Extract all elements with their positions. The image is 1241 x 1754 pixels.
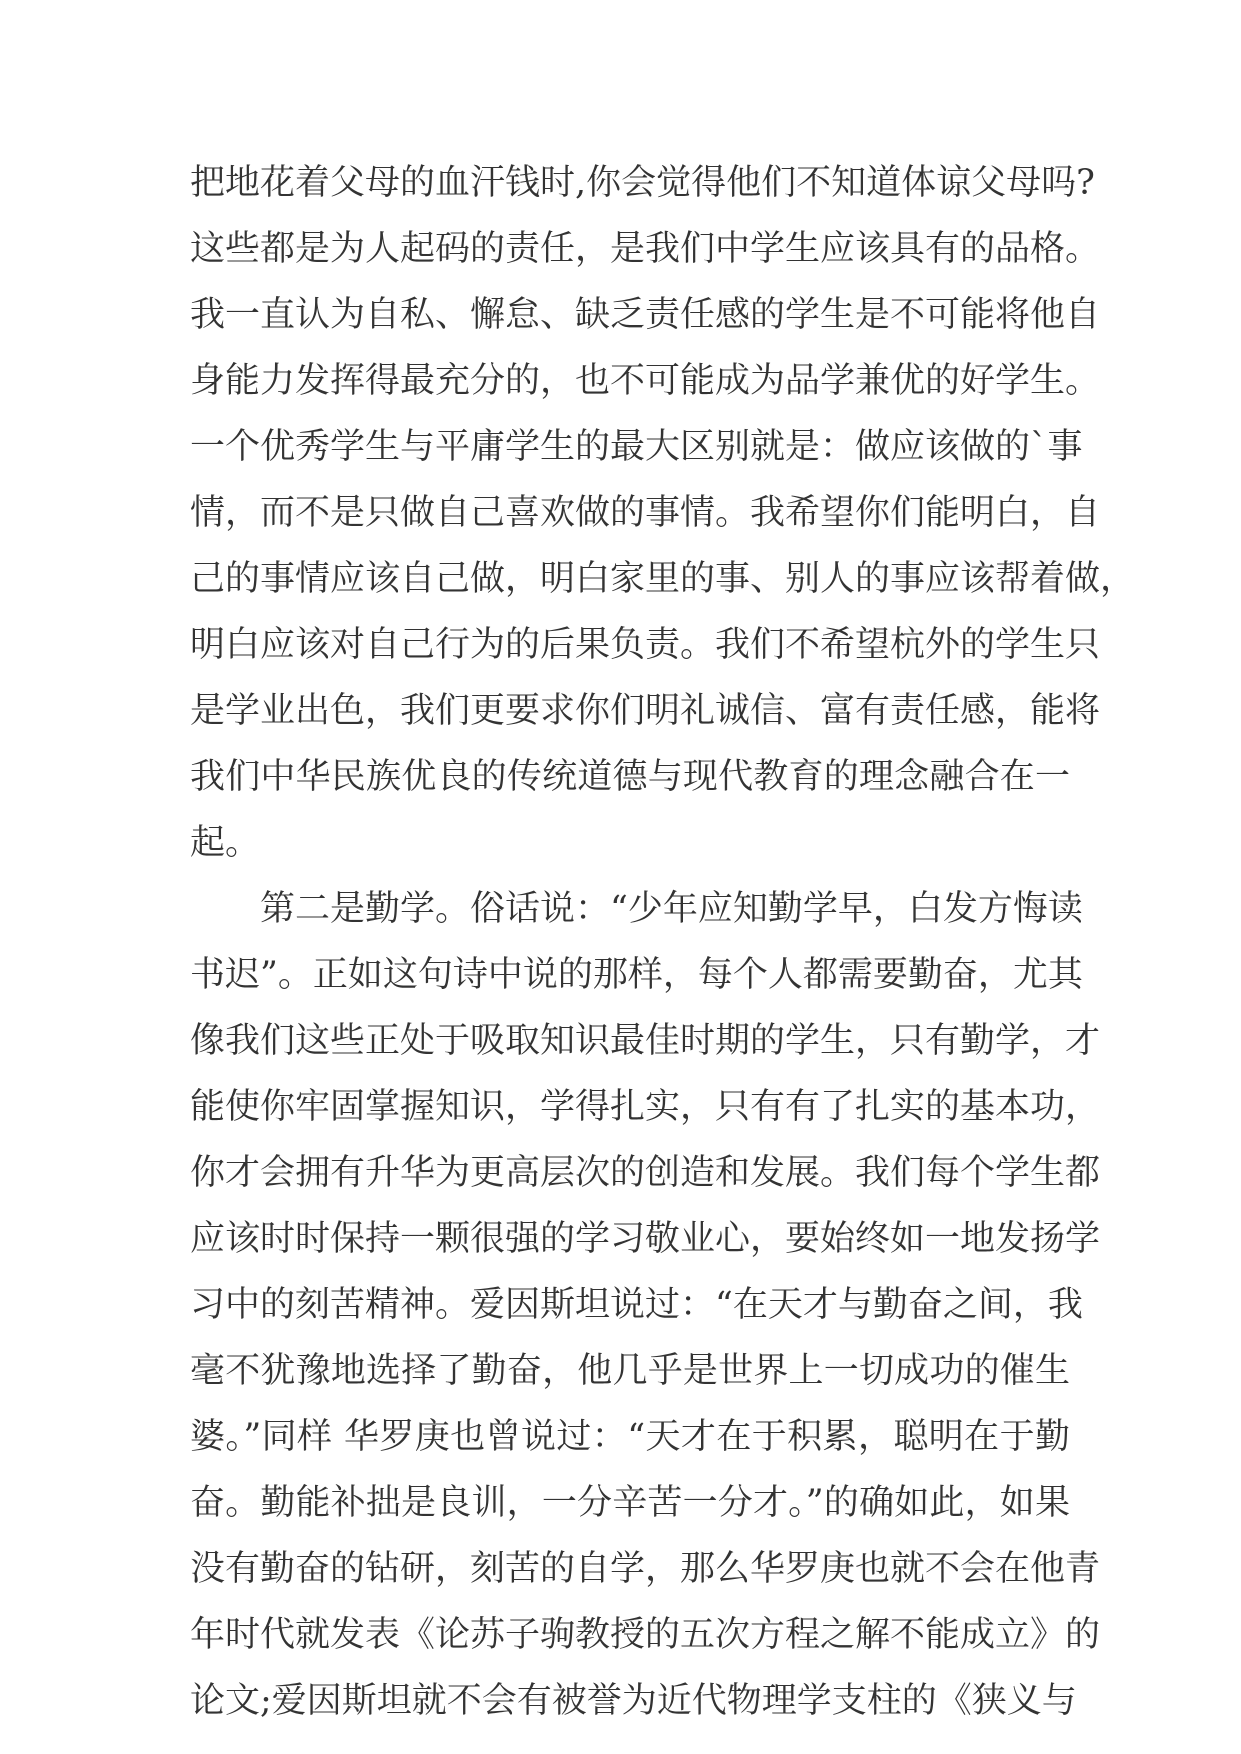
text-line: 书迟”。正如这句诗中说的那样，每个人都需要勤奋，尤其 [190,955,1083,995]
text-line: 明白应该对自己行为的后果负责。我们不希望杭外的学生只 [190,625,1101,665]
text-line: 起。 [190,823,261,863]
text-line: 这些都是为人起码的责任，是我们中学生应该具有的品格。 [190,229,1101,269]
text-line: 没有勤奋的钻研，刻苦的自学，那么华罗庚也就不会在他青 [190,1549,1101,1589]
text-line: 我一直认为自私、懈怠、缺乏责任感的学生是不可能将他自 [190,295,1101,335]
text-line: 是学业出色，我们更要求你们明礼诚信、富有责任感，能将 [190,691,1101,731]
text-line: 一个优秀学生与平庸学生的最大区别就是：做应该做的`事 [190,427,1083,467]
text-line: 习中的刻苦精神。爱因斯坦说过：“在天才与勤奋之间，我 [190,1285,1083,1325]
text-line: 己的事情应该自己做，明白家里的事、别人的事应该帮着做， [190,559,1136,599]
text-line: 年时代就发表《论苏子驹教授的五次方程之解不能成立》的 [190,1615,1101,1655]
text-line: 你才会拥有升华为更高层次的创造和发展。我们每个学生都 [190,1153,1101,1193]
text-line: 毫不犹豫地选择了勤奋，他几乎是世界上一切成功的催生 [190,1351,1070,1391]
text-line: 奋。勤能补拙是良训，一分辛苦一分才。”的确如此，如果 [190,1483,1070,1523]
text-line: 身能力发挥得最充分的，也不可能成为品学兼优的好学生。 [190,361,1101,401]
text-line: 我们中华民族优良的传统道德与现代教育的理念融合在一 [190,757,1070,797]
text-line: 像我们这些正处于吸取知识最佳时期的学生，只有勤学，才 [190,1021,1101,1061]
text-line: 能使你牢固掌握知识，学得扎实，只有有了扎实的基本功， [190,1087,1101,1127]
text-line: 第二是勤学。俗话说：“少年应知勤学早，白发方悔读 [260,889,1083,929]
text-line: 论文;爱因斯坦就不会有被誉为近代物理学支柱的《狭义与 [190,1681,1077,1721]
text-line: 情，而不是只做自己喜欢做的事情。我希望你们能明白，自 [190,493,1101,533]
text-line: 把地花着父母的血汗钱时,你会觉得他们不知道体谅父母吗? [190,163,1095,203]
document-body [190,150,1136,1734]
text-line: 应该时时保持一颗很强的学习敬业心，要始终如一地发扬学 [190,1219,1101,1259]
text-line: 婆。”同样 华罗庚也曾说过：“天才在于积累，聪明在于勤 [190,1417,1070,1457]
